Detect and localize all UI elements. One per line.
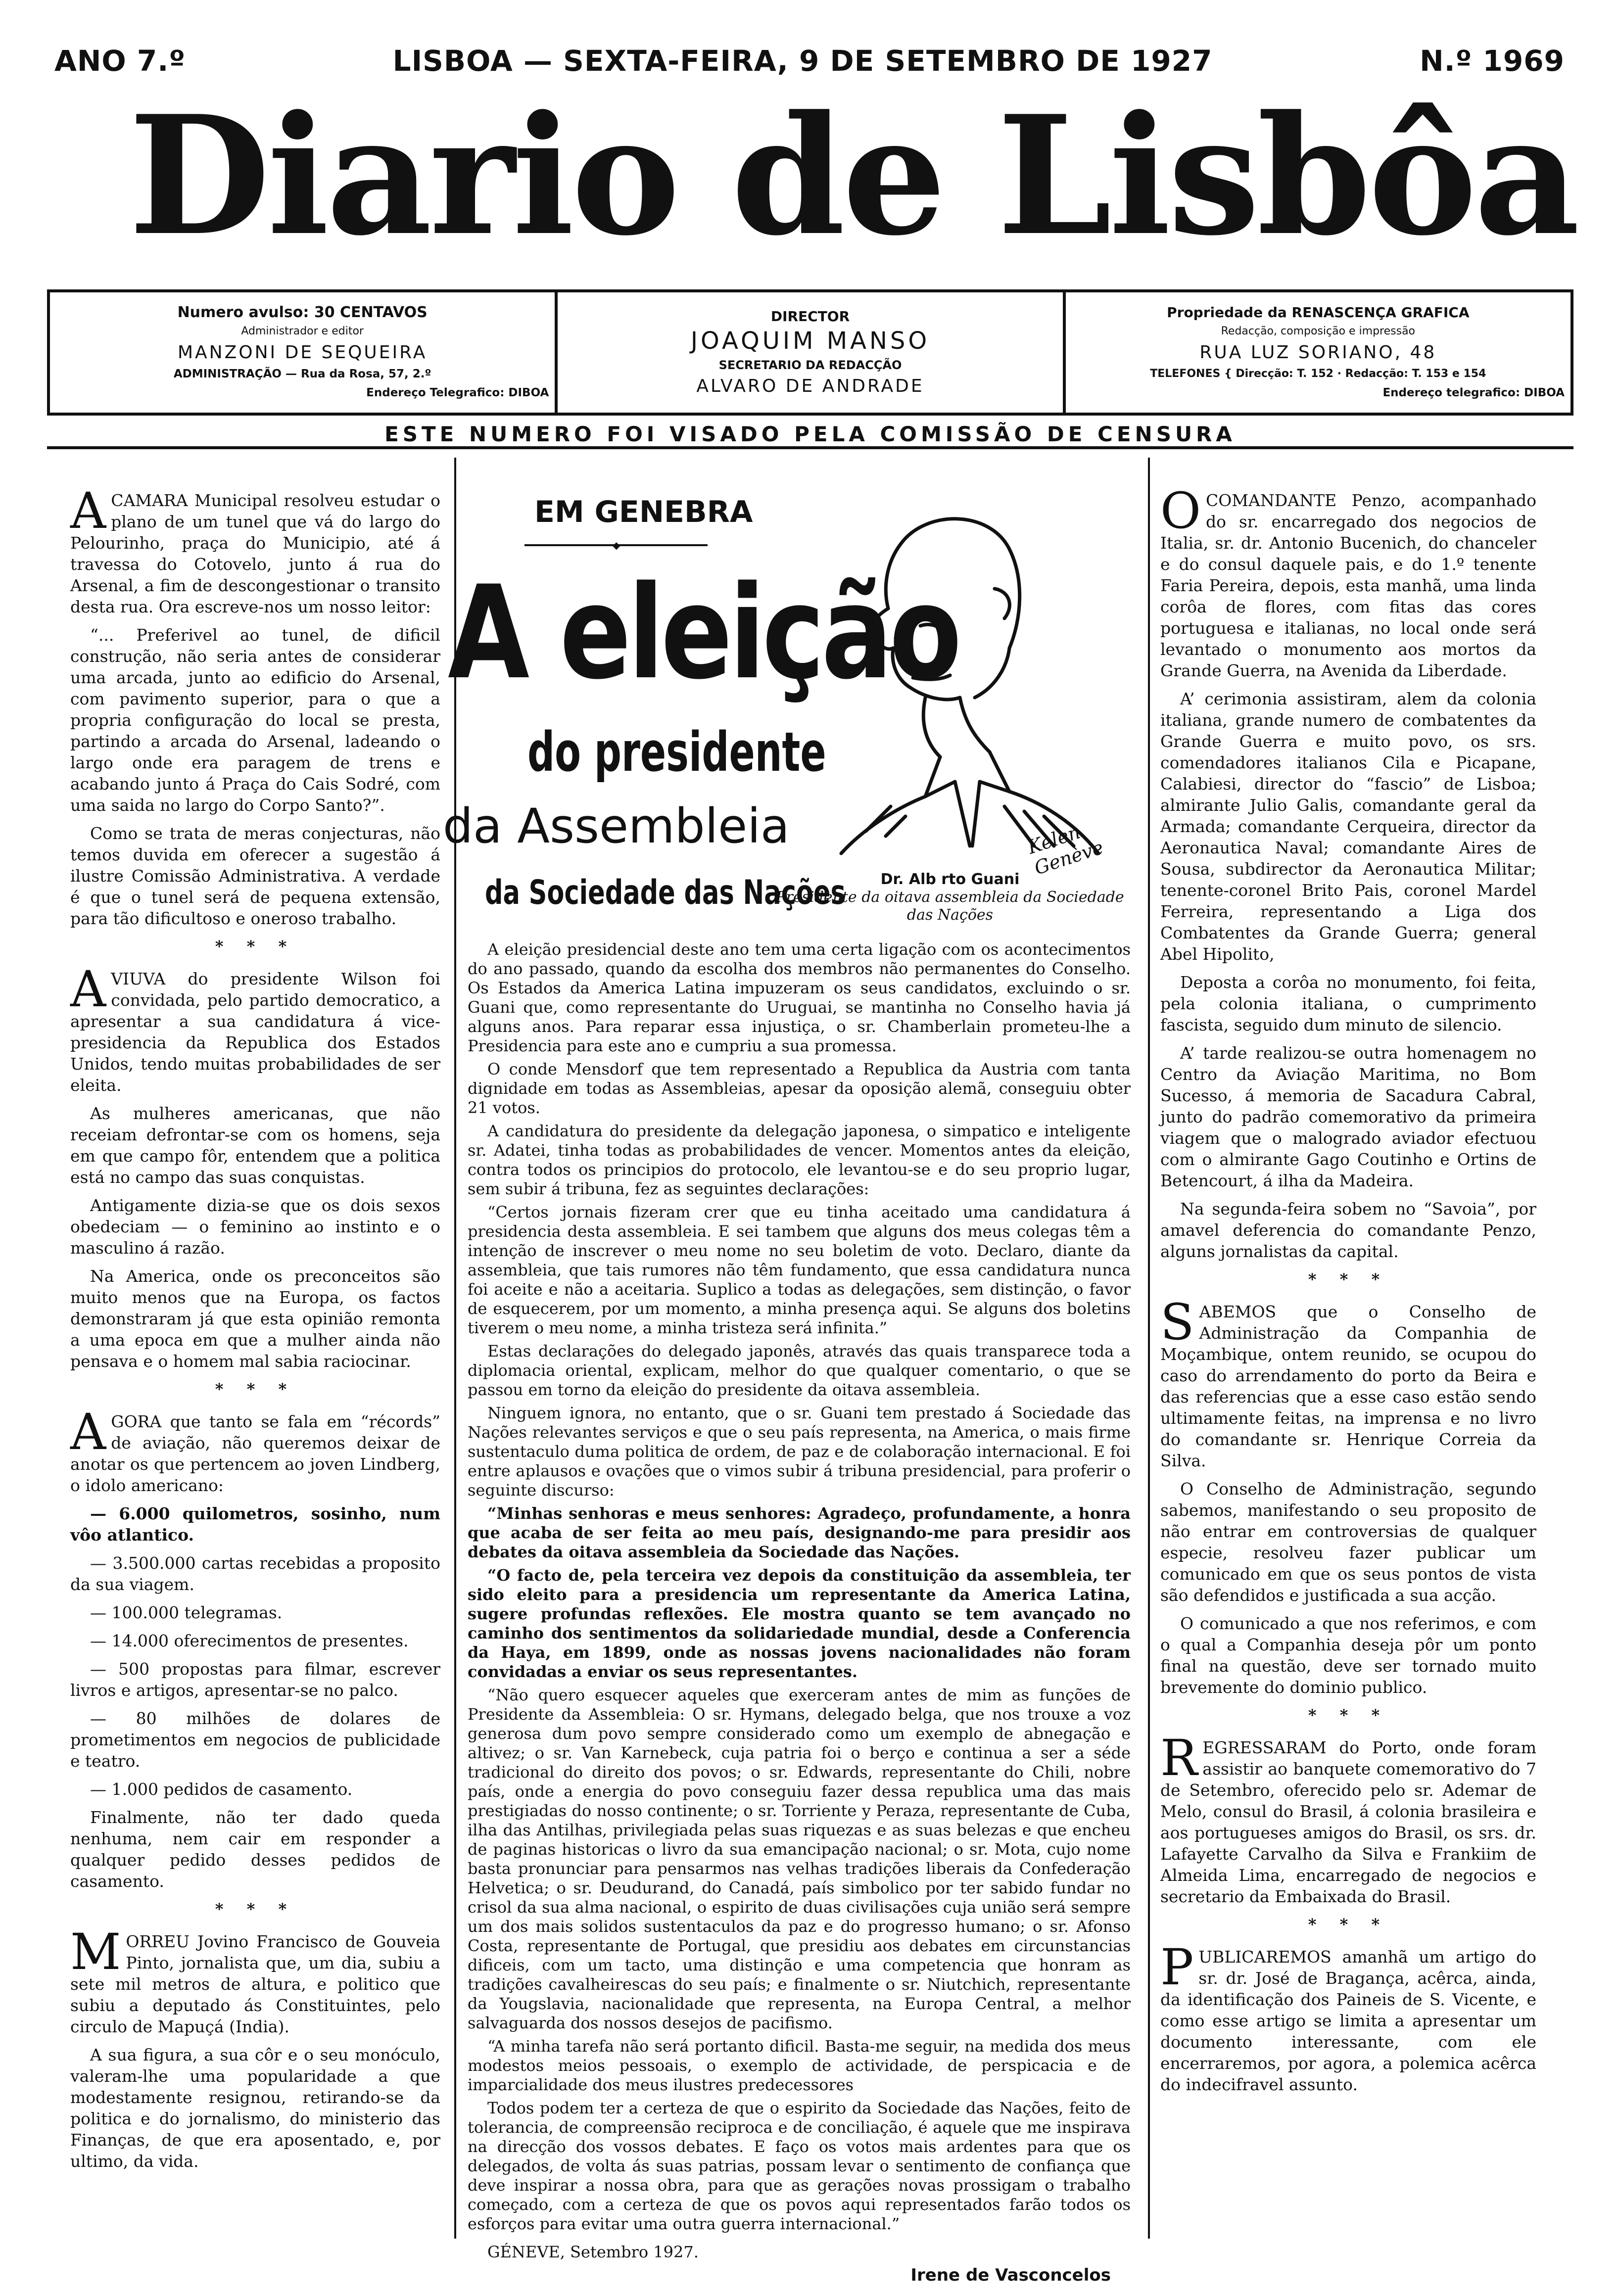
paragraph: Estas declarações do delegado japonês, através das quais transparece toda a diplomacia oriental, explicam, melhor do que qualquer comentario, o que se passou em torno da eleição do presidente da oitava assembleia. [468,1342,1131,1399]
column-rule-right [1148,458,1150,2239]
article-dateline: GÉNEVE, Setembro 1927. [487,2243,699,2261]
article-author: Irene de Vasconcelos [910,2265,1111,2285]
top-line [54,44,1565,78]
press-address: RUA LUZ SORIANO, 48 [1199,342,1437,363]
list-item: — 500 propostas para filmar, escrever livros e artigos, apresentar-se no palco. [70,1659,440,1700]
paragraph: A’ cerimonia assistiram, alem da colonia italiana, grande numero de combatentes da Grande Guerra e muito povo, os srs. comendadores italianos Cila e Picapane, Calabiesi, director do “fascio” de Lisboa; almirante Julio Galis, comandante geral da Armada; comandante Cerqueira, director da Aeronautica Naval; comandante Aires de Sousa, subdirector da Aeronautica Militar; tenente-coronel Brito Pais, coronel Mardel Ferreira, representando a Liga dos Combatentes da Grande Guerra; general Abel Hipolito, [1160,689,1536,964]
headline-sub-3: da Sociedade das Nações [485,873,846,912]
drop-cap: R [1160,1729,1198,1787]
paragraph: Ninguem ignora, no entanto, que o sr. Guani tem prestado á Sociedade das Nações relevantes serviços e que o seu país representa, na America, o mais firme sustentaculo duma politica de ordem, de paz e de colaboração internacional. E foi entre aplausos e ovações que o vimos subir á tribuna presidencial, para proferir o seguinte discurso: [468,1404,1131,1499]
director-label: DIRECTOR [770,308,850,325]
list-item: — 3.500.000 cartas recebidas a proposito da sua viagem. [70,1553,440,1594]
article-obituary: MORREU Jovino Francisco de Gouveia Pinto, jornalista que, um dia, subiu a sete mil metros de altura, e politico que subiu a deputado ás Constituintes, pelo circulo de Mapuçá (India). [70,1923,440,2036]
header-center-box [555,292,1062,413]
separator-stars: * * * [1308,1270,1389,1289]
paragraph: O comunicado a que nos referimos, e com o qual a Companhia deseja pôr um ponto final na questão, deve ser tornado muito brevemente do dominio publico. [1160,1614,1536,1697]
drop-cap: A [70,482,106,540]
separator-stars: * * * [1308,1706,1389,1725]
headline-main: A eleição [448,559,959,708]
left-column [70,482,440,2179]
telegraph-address: Endereço Telegrafico: DIBOA [366,386,549,399]
drop-cap: A [70,1403,106,1461]
headline-sub-1: do presidente [527,720,826,784]
owner-line: Propriedade da RENASCENÇA GRAFICA [1167,304,1470,321]
separator-stars: * * * [215,1900,296,1919]
paragraph: A candidatura do presidente da delegação japonesa, o simpatico e inteligente sr. Adatei, tinha todas as probabilidades de vencer. Momentos antes da eleição, contra todos os principios do protocolo, ele levantou-se e do seu proprio lugar, sem subir á tribuna, fez as seguintes declarações: [468,1122,1131,1198]
list-item: — 80 milhões de dolares de prometimentos em negocios de publicidade e teatro. [70,1709,440,1771]
paragraph: “... Preferivel ao tunel, de dificil construção, não seria antes de considerar uma arcada, junto ao edificio do Arsenal, com pavimento superior, para o que a propria configuração do local se presta, partindo a arcada do Arsenal, ladeando o largo onde era paragem de trens e acabando junto á Praça do Cais Sodré, com uma saida no largo do Corpo Santo?”. [70,625,440,815]
article-lindberg: AGORA que tanto se fala em “récords” de aviação, não queremos deixar de anotar os que pertencem ao joven Lindberg, o idolo americano: [70,1403,440,1495]
paragraph: “Não quero esquecer aqueles que exerceram antes de mim as funções de Presidente da Assembleia: O sr. Hymans, delegado belga, que nos trouxe a voz generosa dum povo sempre considerado como um exemplo de abnegação e altivez; o sr. Van Karnebeck, cuja patria foi o berço e continua a ser a séde tradicional do direito dos povos; o sr. Edwards, representante do Chili, nobre país, onde a energia do povo conseguiu fazer dessa republica uma das mais prestigiadas do nosso continente; o sr. Torriente y Peraza, representante de Cuba, ilha das Antilhas, privilegiada pelas suas riquezas e as suas belezas e que encheu de paginas historicas o livro da sua emancipação nacional; o sr. Mota, cujo nome basta pronunciar para pensarmos nas velhas tradições liberais da Confederação Helvetica; o sr. Deudurand, do Canadá, país simbolico por ter sabido fundar no crisol da sua alma nacional, o espirito de duas civilisações cuja união será sempre um dos mais solidos sustentaculos da paz e do progresso humano; o sr. Afonso Costa, representante de Portugal, que presidiu aos debates em circunstancias dificeis, com um tacto, uma distinção e uma competencia que honram as tradições cavalheirescas do seu país; e finalmente o sr. Niutchich, representante da Yougslavia, nacionalidade que representa, na Europa Central, a melhor salvaguarda dos nossos desejos de pacifismo. [468,1686,1131,2032]
newspaper-title: Diario de Lisbôa [129,80,1577,272]
censorship-notice: ESTE NUMERO FOI VISADO PELA COMISSÃO DE CENSURA [47,420,1573,449]
paragraph: Como se trata de meras conjecturas, não temos duvida em oferecer a sugestão á ilustre Comissão Administrativa. A verdade é que o tunel será de pequena extensão, para tão dificultoso e oneroso trabalho. [70,824,440,928]
article-brazil: REGRESSARAM do Porto, onde foram assistir ao banquete comemorativo do 7 de Setembro, oferecido pelo sr. Ademar de Melo, consul do Brasil, á colonia brasileira e aos portugueses amigos do Brasil, os srs. dr. Lafayette Carvalho da Silva e Frankiim de Almeida Lima, encarregado de negocios e secretario da Embaixada do Brasil. [1160,1729,1536,1906]
paragraph: A eleição presidencial deste ano tem uma certa ligação com os acontecimentos do ano passado, quando da escolha dos membros não permanentes do Conselho. Os Estados da America Latina impuzeram os seus candidatos, excluindo o sr. Guani que, como representante do Uruguai, se mantinha no Conselho havia já alguns anos. Para reparar essa injustiça, o sr. Chamberlain prometeu-lhe a Presidencia para este ano e cumpriu a sua promessa. [468,940,1131,1055]
caption-name: Dr. Alb rto Guani [880,871,1020,888]
drop-cap: M [70,1923,121,1981]
article-mozambique: SABEMOS que o Conselho de Administração da Companhia de Moçambique, ontem reunido, se ocupou do caso do arrendamento do porto da Beira e das referencias que a esse caso estão sendo ultimamente feitas, na imprensa e no livro do comandante sr. Henrique Correia da Silva. [1160,1293,1536,1470]
dateline: LISBOA — SEXTA-FEIRA, 9 DE SETEMBRO DE 1927 [392,44,1213,78]
drop-cap: A [70,960,106,1018]
header-left-box [50,292,555,413]
portrait-caption [772,871,1128,924]
article-penzo: OCOMANDANTE Penzo, acompanhado do sr. encarregado dos negocios de Italia, sr. dr. Antonio Bucenich, do chanceler e do consul daquele pais, e do 1.º tenente Faria Pereira, depois, esta manhã, uma linda corôa de flores, com fitas das cores portuguesa e italianas, no local onde será levantado o monumento aos mortos da Grande Guerra, na Avenida da Liberdade. [1160,482,1536,680]
kicker: EM GENEBRA [534,495,753,529]
separator-stars: * * * [215,937,296,956]
paragraph: Na America, onde os preconceitos são muito menos que na Europa, os factos demonstraram já que esta opinião remonta a uma epoca em que a mulher ainda não pensava e o homem mal sabia raciocinar. [70,1266,440,1371]
kicker-diamond: ◆ [613,539,620,551]
admin-name: MANZONI DE SEQUEIRA [177,342,428,363]
director-name: JOAQUIM MANSO [690,327,930,355]
portrait-caricature [777,490,1118,856]
article-tunnel: ACAMARA Municipal resolveu estudar o plano de um tunel que vá do largo do Pelourinho, praça do Municipio, até á travessa do Cotovelo, junto á rua do Arsenal, a fim de descongestionar o transito desta rua. Ora escreve-nos um nosso leitor: [70,482,440,616]
press-label: Redacção, composição e impressão [1221,325,1416,337]
issue-number: N.º 1969 [1420,44,1565,78]
drop-cap: S [1160,1293,1194,1351]
paragraph: A sua figura, a sua côr e o seu monóculo, valeram-lhe uma popularidade a que modestamente resignou, retirando-se da politica e do jornalismo, do ministerio das Finanças, de que era aposentado, e, por ultimo, da vida. [70,2045,440,2171]
center-article-body [468,940,1131,2285]
paragraph: “A minha tarefa não será portanto dificil. Basta-me seguir, na medida dos meus modestos meios pessoais, o exemplo de actividade, de perspicacia e de imparcialidade dos meus ilustres predecessores [468,2037,1131,2094]
column-rule-left [454,458,456,2239]
paragraph: “O facto de, pela terceira vez depois da constituição da assembleia, ter sido eleito para a presidencia um representante da America Latina, sugere profundas reflexões. Ele mostra quanto se tem avançado no caminho dos sentimentos da solidariedade mundial, desde a Conferencia da Haya, em 1899, onde as nossas jovens nacionalidades não foram convidadas a enviar os seus representantes. [468,1566,1131,1681]
drop-cap: O [1160,482,1201,540]
list-item: — 6.000 quilometros, sosinho, num vôo atlantico. [70,1504,440,1545]
paragraph: Deposta a corôa no monumento, foi feita, pela colonia italiana, o cumprimento fascista, seguido dum minuto de silencio. [1160,973,1536,1034]
drop-cap: P [1160,1938,1194,1996]
phones: TELEFONES { Direcção: T. 152 · Redacção: T. 153 e 154 [1150,367,1486,380]
list-item: — 1.000 pedidos de casamento. [90,1780,353,1799]
caption-role: Presidente da oitava assembleia da Sociedade das Nações [776,889,1124,924]
separator-stars: * * * [215,1380,296,1399]
article-wilson: AVIUVA do presidente Wilson foi convidada, pelo partido democratico, a apresentar a sua candidatura á vice-presidencia da Republica dos Estados Unidos, tendo muitas probabilidades de ser eleita. [70,960,440,1095]
paragraph: Finalmente, não ter dado queda nenhuma, nem cair em responder a qualquer pedido desses pedidos de casamento. [70,1808,440,1891]
paragraph: Antigamente dizia-se que os dois sexos obedeciam — o feminino ao instinto e o masculino á razão. [70,1196,440,1258]
paragraph: “Minhas senhoras e meus senhores: Agradeço, profundamente, a honra que acaba de ser feita ao meu país, designando-me para presidir aos debates da oitava assembleia da Sociedade das Nações. [468,1504,1131,1561]
artist-signature: Kelen Genève [1025,821,1106,879]
price-line: Numero avulso: 30 CENTAVOS [177,303,428,321]
paragraph: As mulheres americanas, que não receiam defrontar-se com os homens, seja em que campo fôr, entendem que a politica está no campo das suas conquistas. [70,1104,440,1187]
volume-label: ANO 7.º [54,44,186,78]
list-item: — 14.000 oferecimentos de presentes. [90,1631,409,1650]
paragraph: “Certos jornais fizeram crer que eu tinha aceitado uma candidatura á presidencia desta assembleia. E sei tambem que alguns dos meus colegas têm a intenção de inscrever o meu nome no seu boletim de voto. Declaro, diante da assembleia, que tais rumores não têm fundamento, que essa candidatura nunca foi aceite e não a aceitaria. Suplico a todas as delegações, sem distinção, o favor de esquecerem, por um momento, a minha presença aqui. Se alguns dos boletins tiverem o meu nome, a minha tristeza será infinita.” [468,1203,1131,1337]
admin-label: Administrador e editor [241,325,364,337]
paragraph: O conde Mensdorf que tem representado a Republica da Austria com tanta dignidade em todas as Assembleias, apesar da oposição alemã, conseguiu obter 21 votos. [468,1060,1131,1117]
article-paineis: PUBLICAREMOS amanhã um artigo do sr. dr. José de Bragança, acêrca, ainda, da identificação dos Paineis de S. Vicente, e como esse artigo se limita a apresentar um documento interessante, com ele encerraremos, por agora, a polemica acêrca do indecifravel assunto. [1160,1938,1536,2094]
admin-address: ADMINISTRAÇÃO — Rua da Rosa, 57, 2.º [173,367,431,380]
telegraph-address-right: Endereço telegrafico: DIBOA [1382,386,1565,399]
header-right-box [1063,292,1571,413]
paragraph: O Conselho de Administração, segundo sabemos, manifestando o seu proposito de não entrar em controversias de qualquer especie, resolveu fazer publicar um comunicado em que os seus pontos de vista são defendidos e justificada a sua acção. [1160,1479,1536,1605]
separator-stars: * * * [1308,1915,1389,1934]
header-info-box [47,289,1573,416]
paragraph: Todos podem ter a certeza de que o espirito da Sociedade das Nações, feito de tolerancia, de compreensão reciproca e de conciliação, é aquele que me inspirava na direcção dos vossos debates. E faço os votos mais ardentes para que os delegados, de volta ás suas patrias, possam levar o sentimento de confiança que deve inspirar a nossa obra, para que as gerações novas prossigam o trabalho começado, com a certeza de que os povos aqui representados farão todos os esforços para evitar uma outra guerra internacional.” [468,2099,1131,2233]
right-column [1160,482,1536,2102]
list-item: — 100.000 telegramas. [90,1603,283,1622]
secretary-label: SECRETARIO DA REDACÇÃO [718,358,902,372]
paragraph: Na segunda-feira sobem no “Savoia”, por amavel deferencia do comandante Penzo, alguns jornalistas da capital. [1160,1199,1536,1261]
headline-sub-2: da Assembleia [443,798,790,854]
secretary-name: ALVARO DE ANDRADE [696,375,924,396]
paragraph: A’ tarde realizou-se outra homenagem no Centro da Aviação Maritima, no Bom Sucesso, á memoria de Sacadura Cabral, junto do padrão comemorativo da primeira viagem que o malogrado aviador efectuou com o almirante Gago Coutinho e Ortins de Betencourt, á ilha da Madeira. [1160,1043,1536,1190]
portrait-drawing-icon [777,490,1118,856]
